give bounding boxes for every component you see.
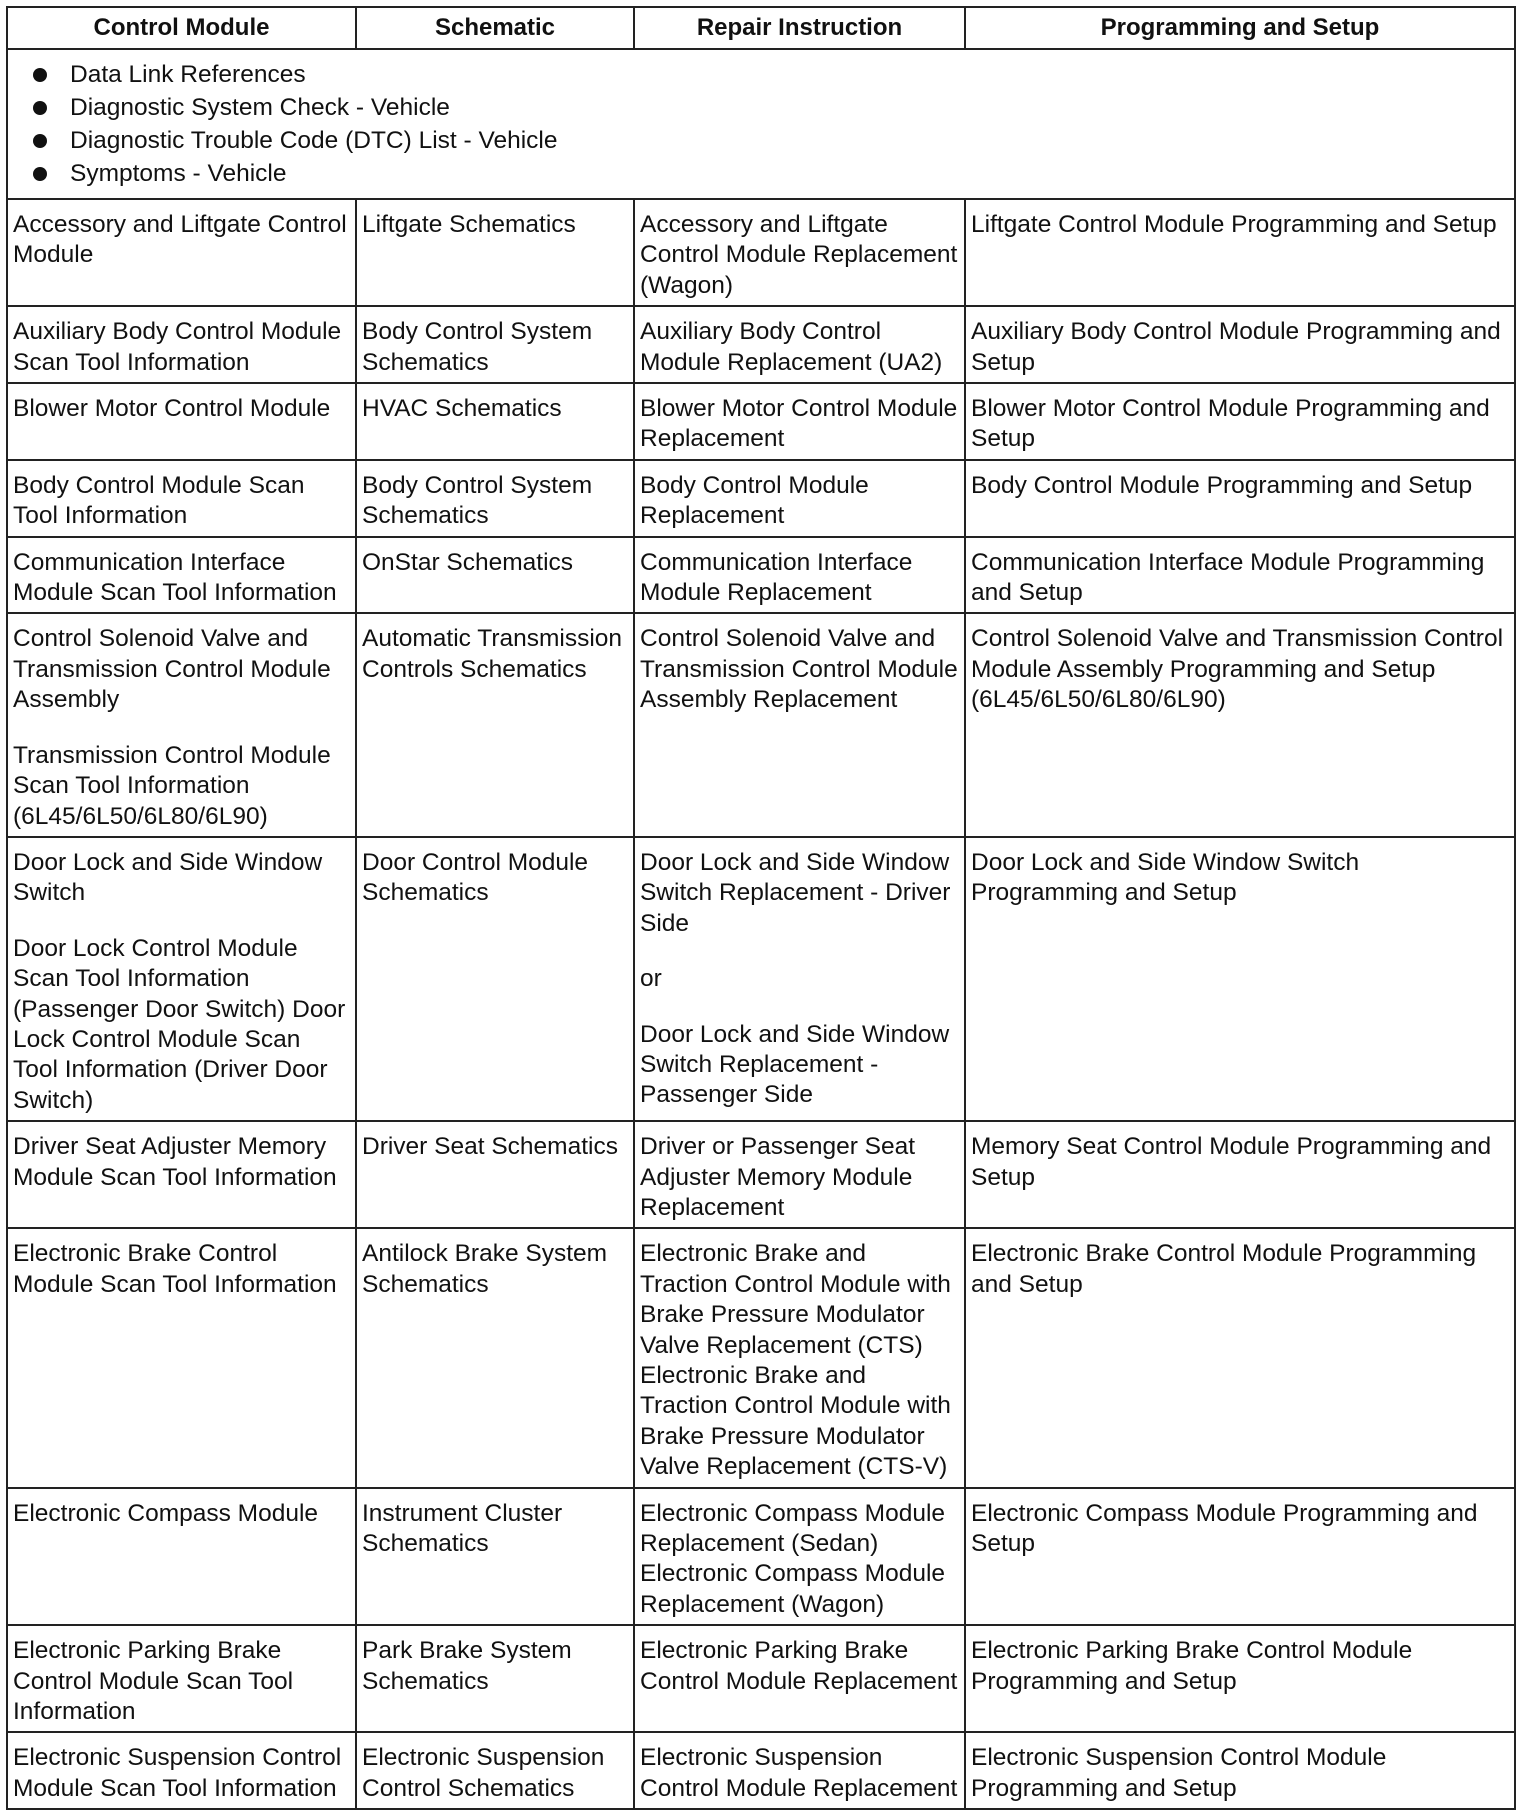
cell-text: HVAC Schematics [362, 395, 562, 423]
schematic-cell [356, 613, 634, 836]
programming-cell [965, 383, 1515, 460]
table-row [7, 199, 1515, 306]
cell-text: Accessory and Liftgate Control Module [13, 211, 347, 269]
cell-text: Transmission Control Module Scan Tool Information (6L45/6L50/6L80/6L90) [13, 741, 331, 830]
module-cell [7, 1732, 356, 1809]
schematic-cell [356, 837, 634, 1121]
cell-text: Park Brake System Schematics [362, 1637, 572, 1695]
repair-instruction-cell [634, 1732, 965, 1809]
module-cell [7, 613, 356, 836]
cell-text: Blower Motor Control Module Programming and Setup [971, 395, 1490, 453]
cell-text: Electronic Brake and Traction Control Module with Brake Pressure Modulator Valve Replacement (CTS) Electronic Brake and Traction Control Module with Brake Pressure Modulator Valve Replacement (CTS-V) [640, 1240, 951, 1481]
programming-cell [965, 1732, 1515, 1809]
column-header-repair-instruction: Repair Instruction [634, 7, 965, 49]
cell-text: Auxiliary Body Control Module Replacement (UA2) [640, 318, 943, 376]
cell-text: Electronic Brake Control Module Scan Tool Information [13, 1240, 337, 1298]
cell-text: Electronic Parking Brake Control Module Scan Tool Information [13, 1637, 294, 1726]
cell-text: Electronic Compass Module Programming and Setup [971, 1499, 1478, 1558]
programming-cell [965, 837, 1515, 1121]
cell-text: Communication Interface Module Programming and Setup [971, 548, 1485, 607]
table-row [7, 1488, 1515, 1626]
cell-text: Auxiliary Body Control Module Scan Tool Information [13, 318, 342, 376]
module-cell [7, 837, 356, 1121]
reference-link-data-link[interactable]: Data Link References [28, 58, 1508, 91]
cell-text: Door Lock Control Module Scan Tool Information (Passenger Door Switch) Door Lock Control Module Scan Tool Information (Driver Door Switch) [13, 934, 346, 1114]
bullet-icon [33, 68, 47, 82]
table-row [7, 537, 1515, 614]
header-row [7, 7, 1515, 49]
cell-text: Instrument Cluster Schematics [362, 1499, 563, 1558]
schematic-cell [356, 199, 634, 306]
module-cell [7, 383, 356, 460]
cell-text: Body Control Module Scan Tool Information [13, 471, 305, 530]
repair-instruction-cell [634, 383, 965, 460]
cell-text: Electronic Compass Module Replacement (Sedan) Electronic Compass Module Replacement (Wagon) [640, 1499, 946, 1618]
table-row [7, 383, 1515, 460]
control-module-reference-table [6, 6, 1516, 1810]
programming-cell [965, 199, 1515, 306]
cell-text: Driver Seat Schematics [362, 1133, 618, 1161]
table-row [7, 306, 1515, 383]
schematic-cell [356, 1732, 634, 1809]
cell-text: Memory Seat Control Module Programming and Setup [971, 1133, 1492, 1191]
programming-cell [965, 537, 1515, 614]
table-row [7, 1121, 1515, 1228]
module-cell [7, 1488, 356, 1626]
bullet-icon [33, 134, 47, 148]
bullet-icon [33, 101, 47, 115]
cell-text: Liftgate Control Module Programming and Setup [971, 211, 1497, 238]
references-row [7, 49, 1515, 199]
schematic-cell [356, 1488, 634, 1626]
cell-text: Electronic Parking Brake Control Module Replacement [640, 1637, 958, 1695]
cell-text: Electronic Suspension Control Module Scan Tool Information [13, 1744, 342, 1802]
cell-text: Communication Interface Module Replacement [640, 548, 913, 607]
table-row [7, 1228, 1515, 1487]
repair-instruction-cell [634, 1121, 965, 1228]
cell-text: Automatic Transmission Controls Schematics [362, 625, 623, 683]
table-row [7, 837, 1515, 1121]
programming-cell [965, 1228, 1515, 1487]
cell-text: Blower Motor Control Module [13, 395, 331, 423]
cell-text: Electronic Compass Module [13, 1499, 319, 1527]
module-cell [7, 537, 356, 614]
cell-text: Electronic Brake Control Module Programming and Setup [971, 1240, 1477, 1298]
cell-text: Blower Motor Control Module Replacement [640, 395, 958, 453]
module-cell [7, 1625, 356, 1732]
repair-instruction-cell [634, 199, 965, 306]
column-header-schematic: Schematic [356, 7, 634, 49]
cell-text: Door Lock and Side Window Switch Programming and Setup [971, 848, 1360, 907]
cell-text: Control Solenoid Valve and Transmission Control Module Assembly Programming and Setup (6L45/6L50/6L80/6L90) [971, 625, 1504, 714]
schematic-cell [356, 1228, 634, 1487]
reference-link-symptoms[interactable]: Symptoms - Vehicle [28, 157, 1508, 190]
cell-text: Control Solenoid Valve and Transmission Control Module Assembly [13, 625, 331, 714]
schematic-cell [356, 383, 634, 460]
module-cell [7, 1228, 356, 1487]
schematic-cell [356, 1625, 634, 1732]
programming-cell [965, 613, 1515, 836]
schematic-cell [356, 1121, 634, 1228]
cell-text: Body Control System Schematics [362, 318, 593, 376]
cell-text: OnStar Schematics [362, 548, 574, 576]
column-header-programming-and-setup: Programming and Setup [965, 7, 1515, 49]
module-cell [7, 1121, 356, 1228]
cell-text: Electronic Suspension Control Schematics [362, 1744, 605, 1802]
module-cell [7, 460, 356, 537]
references-list [28, 58, 1508, 190]
cell-text: Electronic Parking Brake Control Module Programming and Setup [971, 1637, 1413, 1695]
repair-instruction-cell [634, 1228, 965, 1487]
schematic-cell [356, 460, 634, 537]
module-cell [7, 199, 356, 306]
cell-text: Door Lock and Side Window Switch [13, 848, 323, 907]
cell-text: Accessory and Liftgate Control Module Replacement (Wagon) [640, 211, 958, 299]
cell-text: Electronic Suspension Control Module Replacement [640, 1744, 958, 1802]
cell-text: Liftgate Schematics [362, 211, 576, 238]
column-header-control-module: Control Module [7, 7, 356, 49]
cell-text: Body Control Module Programming and Setup [971, 471, 1473, 499]
module-cell [7, 306, 356, 383]
cell-text: Control Solenoid Valve and Transmission Control Module Assembly Replacement [640, 625, 958, 714]
table-row [7, 1732, 1515, 1809]
cell-text: Body Control Module Replacement [640, 471, 869, 530]
schematic-cell [356, 306, 634, 383]
cell-text: Communication Interface Module Scan Tool Information [13, 548, 337, 607]
repair-instruction-cell [634, 837, 965, 1121]
cell-text: Electronic Suspension Control Module Programming and Setup [971, 1744, 1387, 1802]
cell-text: Body Control System Schematics [362, 471, 593, 530]
table-row [7, 613, 1515, 836]
programming-cell [965, 460, 1515, 537]
repair-instruction-cell [634, 1625, 965, 1732]
repair-instruction-cell [634, 1488, 965, 1626]
table-row [7, 1625, 1515, 1732]
programming-cell [965, 1121, 1515, 1228]
programming-cell [965, 306, 1515, 383]
repair-instruction-cell [634, 537, 965, 614]
cell-text: Door Control Module Schematics [362, 848, 589, 907]
cell-text: Driver Seat Adjuster Memory Module Scan Tool Information [13, 1133, 337, 1191]
cell-text: or [640, 965, 662, 993]
programming-cell [965, 1625, 1515, 1732]
cell-text: Door Lock and Side Window Switch Replacement - Passenger Side [640, 1020, 950, 1109]
table-row [7, 460, 1515, 537]
cell-text: Driver or Passenger Seat Adjuster Memory Module Replacement [640, 1133, 916, 1221]
schematic-cell [356, 537, 634, 614]
reference-link-diagnostic-system-check[interactable]: Diagnostic System Check - Vehicle [28, 91, 1508, 124]
repair-instruction-cell [634, 460, 965, 537]
repair-instruction-cell [634, 613, 965, 836]
references-cell [7, 49, 1515, 199]
cell-text: Auxiliary Body Control Module Programming and Setup [971, 318, 1501, 376]
cell-text: Antilock Brake System Schematics [362, 1240, 608, 1298]
repair-instruction-cell [634, 306, 965, 383]
cell-text: Door Lock and Side Window Switch Replacement - Driver Side [640, 848, 951, 937]
bullet-icon [33, 167, 47, 181]
reference-link-dtc-list[interactable]: Diagnostic Trouble Code (DTC) List - Vehicle [28, 124, 1508, 157]
programming-cell [965, 1488, 1515, 1626]
